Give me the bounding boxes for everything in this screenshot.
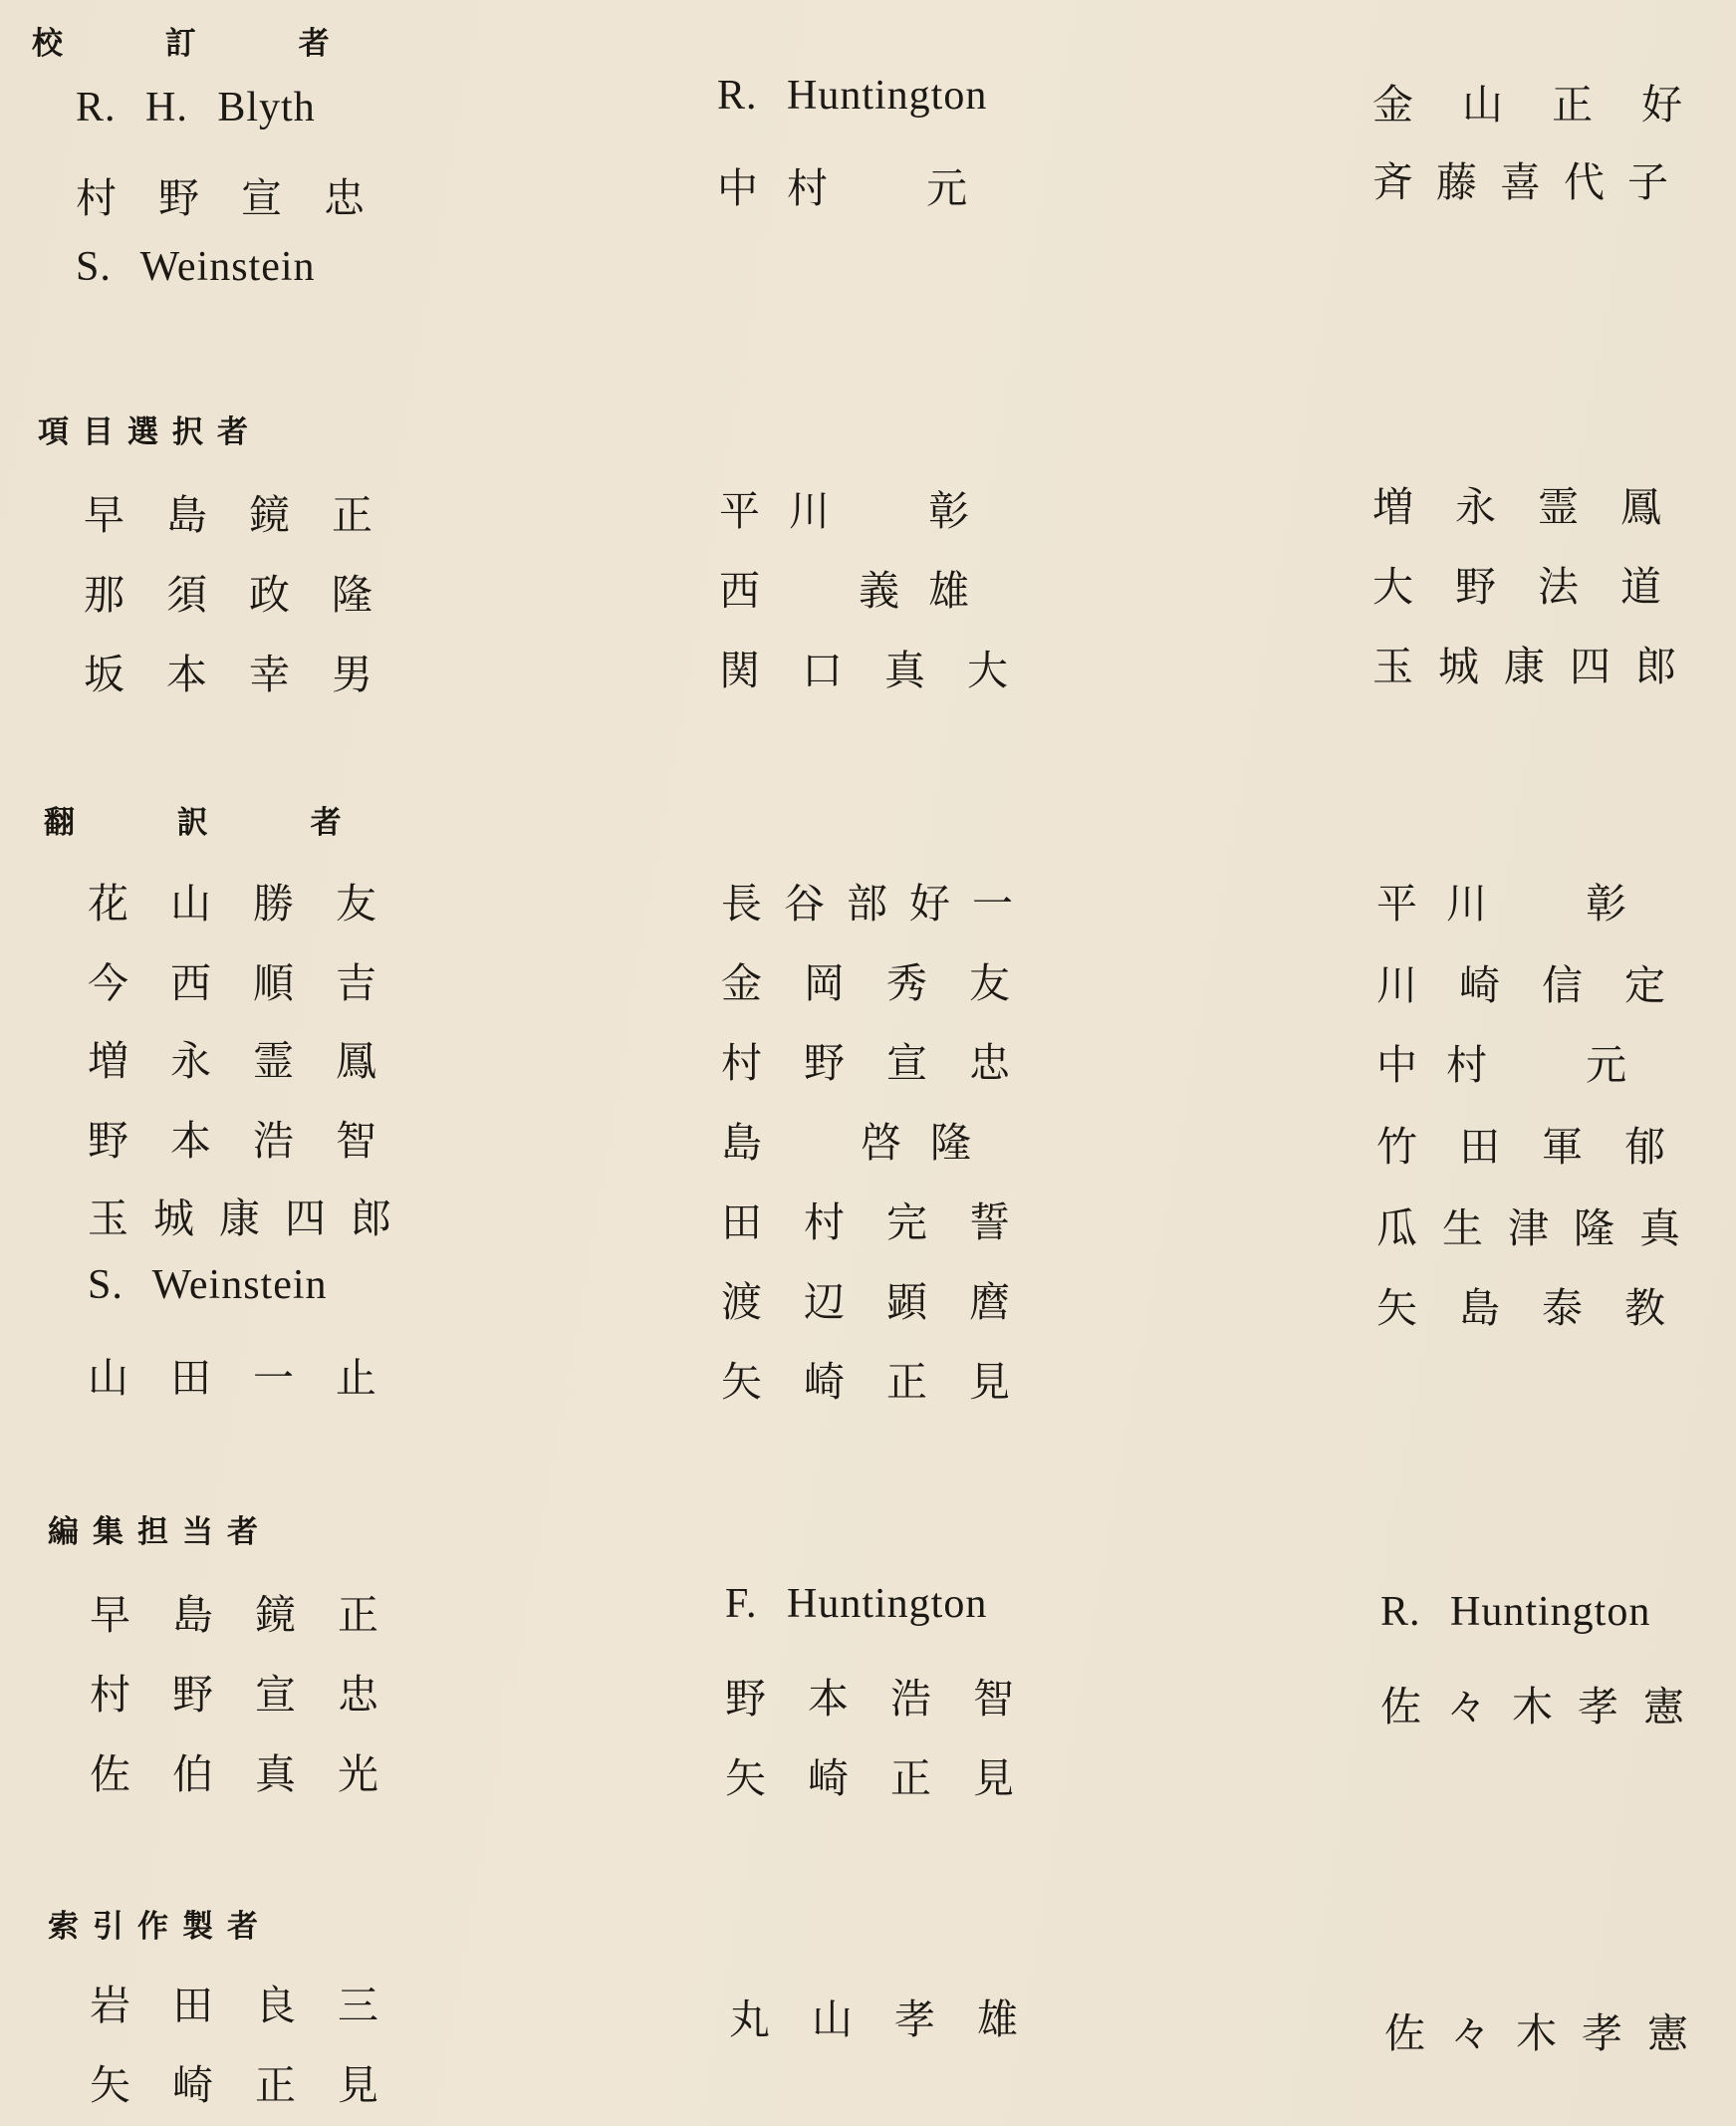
contributor-name: 佐伯真光 bbox=[90, 1750, 420, 1798]
section-title: 項目選択者 bbox=[38, 414, 262, 450]
contributor-name: 斉藤喜代子 bbox=[1372, 158, 1691, 206]
section-title: 校 訂 者 bbox=[32, 26, 375, 62]
contributor-name: 川崎信定 bbox=[1376, 961, 1707, 1009]
contributor-name: 田村完誓 bbox=[721, 1198, 1052, 1246]
contributor-name: 村野宣忠 bbox=[90, 1671, 420, 1719]
contributor-name: 今西順吉 bbox=[88, 959, 418, 1007]
contributor-name: 増永霊鳳 bbox=[1372, 483, 1703, 531]
contributor-name: 岩田良三 bbox=[90, 1982, 420, 2029]
contributor-name: F. Huntington bbox=[725, 1581, 988, 1627]
contributor-name: 矢島泰教 bbox=[1376, 1284, 1707, 1332]
contributor-name: 西 義 雄 bbox=[719, 567, 978, 615]
contributor-name: R. H. Blyth bbox=[76, 85, 316, 131]
contributor-name: 矢崎正見 bbox=[725, 1754, 1056, 1802]
contributor-name: 中 村 元 bbox=[717, 164, 976, 212]
contributor-name: 早島鏡正 bbox=[90, 1591, 420, 1639]
contributor-name: 玉城康四郎 bbox=[1372, 643, 1701, 690]
contributor-name: 竹田軍郁 bbox=[1376, 1123, 1707, 1171]
contributor-name: 増永霊鳳 bbox=[88, 1037, 418, 1085]
contributor-name: 島 啓 隆 bbox=[721, 1119, 980, 1167]
contributor-name: 村野宣忠 bbox=[76, 174, 406, 222]
contributor-name: 丸山孝雄 bbox=[729, 1995, 1060, 2043]
section-title: 索引作製者 bbox=[48, 1909, 272, 1945]
contributor-name: 矢崎正見 bbox=[90, 2061, 420, 2109]
contributor-name: 村野宣忠 bbox=[721, 1039, 1052, 1087]
contributor-name: S. Weinstein bbox=[76, 244, 316, 290]
contributor-name: 早島鏡正 bbox=[84, 491, 414, 539]
contributor-name: 那須政隆 bbox=[84, 571, 414, 619]
contributor-name: R. Huntington bbox=[717, 73, 988, 119]
contributor-name: 佐々木孝憲 bbox=[1384, 2009, 1713, 2057]
contributor-name: 野本浩智 bbox=[88, 1117, 418, 1165]
contributor-name: 長谷部好一 bbox=[721, 880, 1035, 928]
contributor-name: 山田一止 bbox=[88, 1354, 418, 1402]
contributor-name: 大野法道 bbox=[1372, 563, 1703, 611]
contributor-name: 金 山 正 好 bbox=[1372, 81, 1701, 129]
section-title: 編集担当者 bbox=[48, 1514, 272, 1550]
contributor-name: 佐々木孝憲 bbox=[1380, 1683, 1709, 1730]
contributor-name: 坂本幸男 bbox=[84, 651, 414, 698]
contributor-name: 渡辺顕麿 bbox=[721, 1278, 1052, 1326]
contributor-name: R. Huntington bbox=[1380, 1589, 1651, 1635]
contributor-name: 金岡秀友 bbox=[721, 959, 1052, 1007]
contributor-name: 関口真大 bbox=[719, 647, 1050, 694]
contributor-name: 玉城康四郎 bbox=[88, 1195, 416, 1242]
contributor-name: 瓜生津隆真 bbox=[1376, 1204, 1705, 1252]
contributor-name: 野本浩智 bbox=[725, 1675, 1056, 1723]
contributor-name: 平 川 彰 bbox=[1376, 880, 1635, 928]
contributor-name: 花山勝友 bbox=[88, 880, 418, 928]
contributor-name: S. Weinstein bbox=[88, 1262, 328, 1308]
contributor-name: 平 川 彰 bbox=[719, 487, 978, 535]
contributor-name: 中 村 元 bbox=[1376, 1041, 1635, 1089]
contributor-name: 矢崎正見 bbox=[721, 1358, 1052, 1406]
section-title: 翻 訳 者 bbox=[44, 805, 387, 841]
